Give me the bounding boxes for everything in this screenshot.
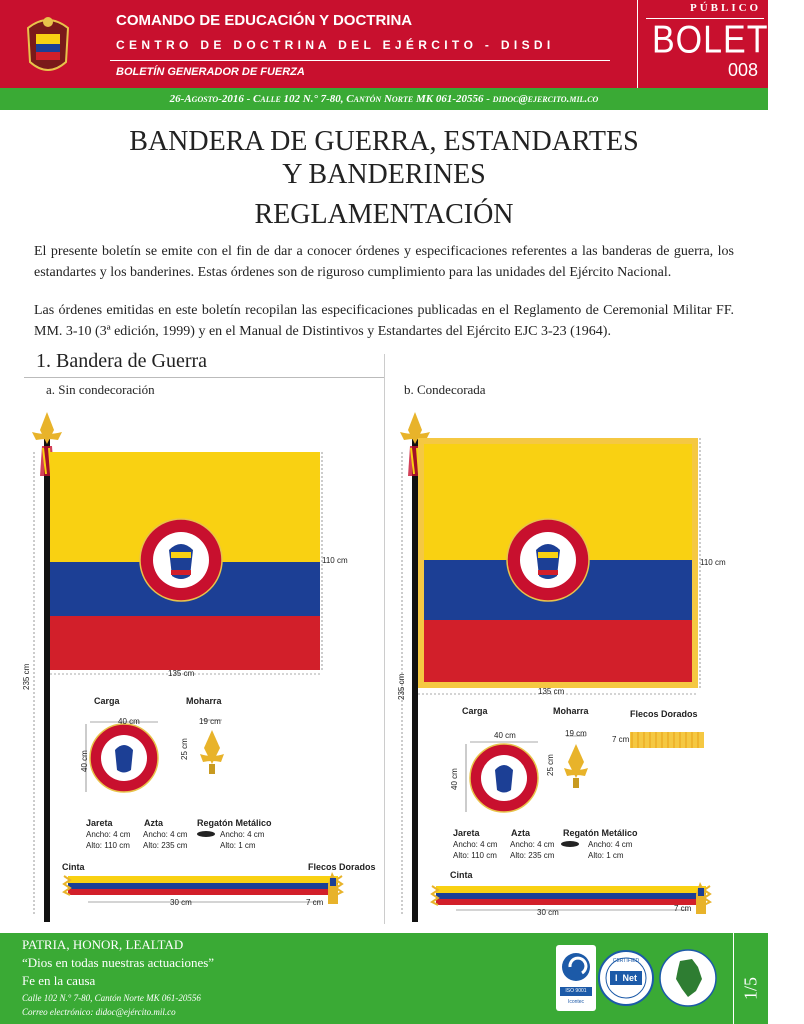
intro-paragraph: El presente boletín se emite con el fin de dar a conocer órdenes y especificaciones referentes a las banderas de guerra, los estandartes y los banderines. Estas órdenes son de riguroso cumplimiento para las unidades del Ejército Nacional. [34,244,734,280]
flecos-b-swatch-label: 7 cm [612,735,630,744]
iso-text: ISO 9001 [565,988,587,994]
regaton-b-height: Alto: 1 cm [588,851,624,860]
azta-b-height: Alto: 235 cm [510,851,555,860]
section-heading: 1. Bandera de Guerra [36,350,208,372]
flecos-b-size-label: 7 cm [674,904,692,913]
flag-a-height-label: 110 cm [322,556,348,565]
footer-motto-1: PATRIA, HONOR, LEALTAD [22,937,184,952]
regaton-label: Regatón Metálico [197,818,272,828]
header-command: COMANDO DE EDUCACIÓN Y DOCTRINA [116,12,413,29]
doc-title-line2: Y BANDERINES [282,159,486,190]
footer-email: Correo electrónico: didoc@ejército.mil.co [22,1007,176,1017]
iqnet-text: I Net [614,973,637,983]
flag-b-height-label: 110 cm [700,558,726,567]
header-center: C E N T R O D E D O C T R I N A D E L E J É R C I T O - D I S D I [116,38,551,52]
moharra-width-label: 19 cm [199,717,221,726]
footer-motto-3: Fe en la causa [22,973,96,988]
azta-width: Ancho: 4 cm [143,830,188,839]
icontec-text: Icontec [567,999,585,1005]
azta-b-width: Ancho: 4 cm [510,840,555,849]
subsection-a: a. Sin condecoración [46,382,155,397]
azta-height: Alto: 235 cm [143,841,188,850]
footer-motto-2: “Dios en todas nuestras actuaciones” [22,955,215,970]
footer-vertical-divider [733,933,734,1024]
iqnet-certificate-logo [598,945,654,1011]
regaton-width: Ancho: 4 cm [220,830,265,839]
jareta-b-label: Jareta [453,828,480,838]
carga-label: Carga [94,696,120,706]
header-divider [110,60,610,61]
flecos-size-label: 7 cm [306,898,324,907]
jareta-b-height: Alto: 110 cm [453,851,497,860]
footer-address: Calle 102 N.° 7-80, Cantón Norte MK 061-20556 [22,993,201,1003]
carga-height-label: 40 cm [80,750,89,772]
subsection-b: b. Condecorada [404,382,486,397]
moharra-label: Moharra [186,696,222,706]
boletin-number: 008 [728,60,759,80]
section-underline [24,377,384,378]
carga-b-label: Carga [462,706,488,716]
cinta-b-label: Cinta [450,870,473,880]
jareta-label: Jareta [86,818,113,828]
info-text: 26-Agosto-2016 - Calle 102 N.° 7-80, Cantón Norte MK 061-20556 - didoc@ejercito.mil.co [169,93,599,105]
doc-title-line3: REGLAMENTACIÓN [254,199,514,230]
colombia-map-seal-logo [658,945,718,1011]
page-number: 1/5 [740,977,761,1001]
coat-of-arms-logo [22,10,74,80]
regaton-b-width: Ancho: 4 cm [588,840,633,849]
certified-text: CERTIFIED [612,958,640,964]
flag-decorated-illustration [392,410,762,925]
carga-width-label: 40 cm [118,717,140,726]
publico-label: PÚBLICO [690,2,762,14]
moharra-b-width-label: 19 cm [565,729,587,738]
cinta-width-label: 30 cm [170,898,192,907]
doc-title-line1: BANDERA DE GUERRA, ESTANDARTES [129,126,639,157]
regaton-height: Alto: 1 cm [220,841,256,850]
flag-a-pole-label: 235 cm [22,663,31,690]
cinta-label: Cinta [62,862,85,872]
moharra-height-label: 25 cm [180,738,189,760]
header-vertical-divider [637,0,638,88]
flag-a-width-label: 135 cm [168,669,195,678]
jareta-height: Alto: 110 cm [86,841,130,850]
jareta-width: Ancho: 4 cm [86,830,131,839]
jareta-b-width: Ancho: 4 cm [453,840,498,849]
moharra-b-label: Moharra [553,706,589,716]
azta-b-label: Azta [511,828,531,838]
carga-b-height-label: 40 cm [450,768,459,790]
info-bar [0,88,768,110]
boletin-label: BOLETÍN [652,18,804,62]
flag-b-pole-label: 235 cm [397,673,406,700]
flecos-b-label: Flecos Dorados [630,709,698,719]
carga-b-width-label: 40 cm [494,731,516,740]
flag-b-width-label: 135 cm [538,687,565,696]
flecos-label: Flecos Dorados [308,862,376,872]
moharra-b-height-label: 25 cm [546,754,555,776]
flag-plain-illustration [24,410,364,925]
sources-paragraph: Las órdenes emitidas en este boletín recopilan las especificaciones publicadas en el Reglamento de Ceremonial Militar FF. MM. 3-10 (3ª edición, 1999) y en el Manual de Distintivos y Estandartes del Ejército EJC 3-23 (1964). [34,303,734,339]
column-divider [384,354,385,924]
icontec-certificate-logo [556,945,596,1011]
header-subtitle: BOLETÍN GENERADOR DE FUERZA [116,66,305,78]
azta-label: Azta [144,818,164,828]
cinta-b-width-label: 30 cm [537,908,559,917]
regaton-b-label: Regatón Metálico [563,828,638,838]
